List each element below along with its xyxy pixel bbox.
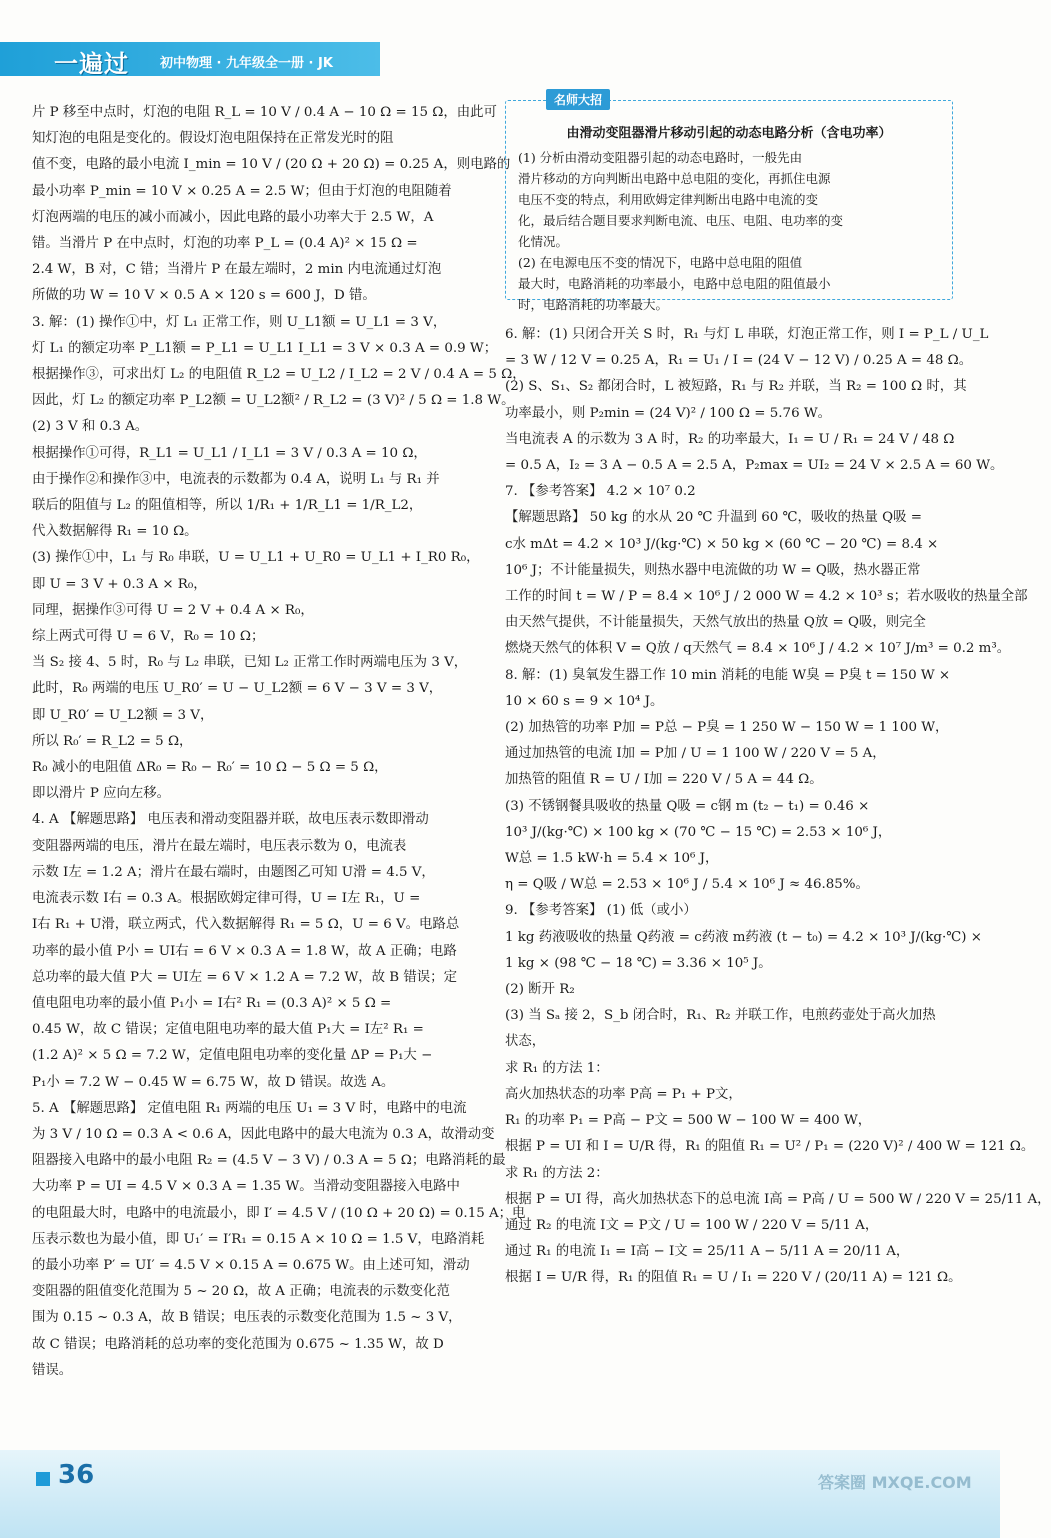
text-line: 根据 P = UI 和 I = U/R 得，R₁ 的阻值 R₁ = U² / P₁ = (220 V)² / 400 W = 121 Ω。 [505, 1139, 1035, 1155]
text-line: 根据 I = U/R 得，R₁ 的阻值 R₁ = U / I₁ = 220 V / (20/11 A) = 121 Ω。 [505, 1270, 962, 1286]
text-line: 功率最小，则 P₂min = (24 V)² / 100 Ω = 5.76 W。 [505, 405, 831, 421]
text-line: 通过加热管的电流 I加 = P加 / U = 1 100 W / 220 V = 5 A， [505, 746, 886, 762]
text-line: 综上两式可得 U = 6 V，R₀ = 10 Ω； [32, 629, 265, 645]
text-line: 总功率的最大值 P大 = UI左 = 6 V × 1.2 A = 7.2 W，故 B 错误；定 [32, 969, 457, 985]
text-line: 2.4 W，B 对，C 错；当滑片 P 在最左端时，2 min 内电流通过灯泡 [32, 262, 442, 278]
text-line: 时，电路消耗的功率最大。 [518, 297, 669, 312]
text-line: 电压不变的特点，利用欧姆定律判断出电路中电流的变 [518, 192, 819, 207]
text-line: 通过 R₁ 的电流 I₁ = I高 − I文 = 25/11 A − 5/11 A = 20/11 A， [505, 1244, 910, 1260]
text-line: 滑片移动的方向判断出电路中总电阻的变化，再抓住电源 [518, 171, 831, 186]
text-line: 1 kg 药液吸收的热量 Q药液 = c药液 m药液 (t − t₀) = 4.2 × 10³ J/(kg·℃) × [505, 929, 982, 945]
text-line: 10³ J/(kg·℃) × 100 kg × (70 ℃ − 15 ℃) = 2.53 × 10⁶ J， [505, 824, 892, 840]
text-line: 压表示数也为最小值，即 U₁′ = I′R₁ = 0.15 A × 10 Ω = 1.5 V，电路消耗 [32, 1231, 485, 1247]
right-column [505, 93, 1051, 1292]
text-line: 错误。 [32, 1362, 73, 1378]
right-answers [505, 322, 1051, 1292]
text-line: 灯 L₁ 的额定功率 P_L1额 = P_L1 = U_L1 I_L1 = 3 V × 0.3 A = 0.9 W； [32, 340, 498, 356]
text-line: 当电流表 A 的示数为 3 A 时，R₂ 的功率最大，I₁ = U / R₁ = 24 V / 48 Ω [505, 431, 955, 447]
text-line: 10⁶ J；不计能量损失，则热水器中电流做的功 W = Q吸，热水器正常 [505, 562, 921, 578]
tip-body [518, 147, 940, 315]
text-line: 4. A 【解题思路】 电压表和滑动变阻器并联，故电压表示数即滑动 [32, 812, 429, 828]
text-line: 最大时，电路消耗的功率最小，电路中总电阻的阻值最小 [518, 276, 831, 291]
text-line: 根据操作③，可求出灯 L₂ 的电阻值 R_L2 = U_L2 / I_L2 = 2 V / 0.4 A = 5 Ω， [32, 367, 526, 383]
text-line: 5. A 【解题思路】 定值电阻 R₁ 两端的电压 U₁ = 3 V 时，电路中的电流 [32, 1100, 467, 1116]
tip-title: 由滑动变阻器滑片移动引起的动态电路分析（含电功率） [566, 126, 892, 141]
text-line: 的最小功率 P′ = UI′ = 4.5 V × 0.15 A = 0.675 W。由上述可知，滑动 [32, 1257, 470, 1273]
text-line: 化情况。 [518, 234, 569, 249]
text-line: R₀ 减小的电阻值 ΔR₀ = R₀ − R₀′ = 10 Ω − 5 Ω = 5 Ω， [32, 760, 388, 776]
brand-logo: 一遍过 [54, 50, 129, 78]
text-line: 化，最后结合题目要求判断电流、电压、电阻、电功率的变 [518, 213, 844, 228]
text-line: (1.2 A)² × 5 Ω = 7.2 W，定值电阻电功率的变化量 ΔP = P₁大 − [32, 1048, 433, 1064]
text-line: c水 mΔt = 4.2 × 10³ J/(kg·℃) × 50 kg × (60 ℃ − 20 ℃) = 8.4 × [505, 536, 939, 552]
text-line: 围为 0.15 ~ 0.3 A，故 B 错误；电压表的示数变化范围为 1.5 ~ 3 V， [32, 1310, 462, 1326]
text-line: 功率的最小值 P小 = UI右 = 6 V × 0.3 A = 1.8 W，故 A 正确；电路 [32, 943, 457, 959]
text-line: 所以 R₀′ = R_L2 = 5 Ω， [32, 733, 193, 749]
text-line: 的电阻最大时，电路中的电流最小，即 I′ = 4.5 V / (10 Ω + 20 Ω) = 0.15 A；电 [32, 1205, 526, 1221]
text-line: 灯泡两端的电压的减小而减小，因此电路的最小功率大于 2.5 W，A [32, 209, 434, 225]
tip-box [505, 93, 953, 312]
text-line: P₁小 = 7.2 W − 0.45 W = 6.75 W，故 D 错误。故选 A。 [32, 1074, 395, 1090]
text-line: 变阻器的阻值变化范围为 5 ~ 20 Ω，故 A 正确；电流表的示数变化范 [32, 1284, 450, 1300]
text-line: 因此，灯 L₂ 的额定功率 P_L2额 = U_L2额² / R_L2 = (3 V)² / 5 Ω = 1.8 W。 [32, 393, 515, 409]
text-line: 【解题思路】 50 kg 的水从 20 ℃ 升温到 60 ℃，吸收的热量 Q吸 = [505, 510, 922, 526]
text-line: 最小功率 P_min = 10 V × 0.25 A = 2.5 W；但由于灯泡的电阻随着 [32, 183, 452, 199]
text-line: (2) 3 V 和 0.3 A。 [32, 419, 149, 435]
text-line: 燃烧天然气的体积 V = Q放 / q天然气 = 8.4 × 10⁶ J / 4.2 × 10⁷ J/m³ = 0.2 m³。 [505, 641, 1011, 657]
text-line: 高火加热状态的功率 P高 = P₁ + P文， [505, 1086, 742, 1102]
text-line: 同理，据操作③可得 U = 2 V + 0.4 A × R₀， [32, 602, 314, 618]
text-line: 加热管的阻值 R = U / I加 = 220 V / 5 A = 44 Ω。 [505, 772, 823, 788]
text-line: 1 kg × (98 ℃ − 18 ℃) = 3.36 × 10⁵ J。 [505, 955, 772, 971]
text-line: 求 R₁ 的方法 1： [505, 1060, 609, 1076]
text-line: 大功率 P = UI = 4.5 V × 0.3 A = 1.35 W。当滑动变阻器接入电路中 [32, 1179, 460, 1195]
text-line: η = Q吸 / W总 = 2.53 × 10⁶ J / 5.4 × 10⁶ J ≈ 46.85%。 [505, 877, 869, 893]
text-line: 根据操作①可得，R_L1 = U_L1 / I_L1 = 3 V / 0.3 A = 10 Ω， [32, 445, 427, 461]
text-line: 7. 【参考答案】 4.2 × 10⁷ 0.2 [505, 484, 696, 500]
text-line: 为 3 V / 10 Ω = 0.3 A < 0.6 A，因此电路中的最大电流为 0.3 A，故滑动变 [32, 1126, 495, 1142]
text-line: W总 = 1.5 kW·h = 5.4 × 10⁶ J， [505, 851, 719, 867]
text-line: 由于操作②和操作③中，电流表的示数都为 0.4 A，说明 L₁ 与 R₁ 并 [32, 471, 440, 487]
text-line: 片 P 移至中点时，灯泡的电阻 R_L = 10 V / 0.4 A − 10 Ω = 15 Ω，由此可 [32, 105, 497, 120]
text-line: 当 S₂ 接 4、5 时，R₀ 与 L₂ 串联，已知 L₂ 正常工作时两端电压为 3 V， [32, 655, 468, 671]
text-line: 工作的时间 t = W / P = 8.4 × 10⁶ J / 2 000 W = 4.2 × 10³ s；若水吸收的热量全部 [505, 589, 1028, 605]
text-line: R₁ 的功率 P₁ = P高 − P文 = 500 W − 100 W = 400 W， [505, 1113, 872, 1129]
text-line: 10 × 60 s = 9 × 10⁴ J。 [505, 693, 664, 709]
text-line: = 0.5 A，I₂ = 3 A − 0.5 A = 2.5 A，P₂max = UI₂ = 24 V × 2.5 A = 60 W。 [505, 458, 1004, 474]
text-line: 状态， [505, 1034, 546, 1050]
page-marker-icon [36, 1472, 50, 1486]
text-line: (2) 断开 R₂ [505, 982, 575, 998]
text-line: 即 U_R0′ = U_L2额 = 3 V， [32, 707, 214, 723]
text-line: (2) S、S₁、S₂ 都闭合时，L 被短路，R₁ 与 R₂ 并联，当 R₂ = 100 Ω 时，其 [505, 379, 967, 395]
page-header [0, 0, 1000, 84]
text-line: 根据 P = UI 得，高火加热状态下的总电流 I高 = P高 / U = 500 W / 220 V = 25/11 A， [505, 1191, 1051, 1207]
text-line: 值不变，电路的最小电流 I_min = 10 V / (20 Ω + 20 Ω) = 0.25 A，则电路的 [32, 157, 511, 173]
text-line: 代入数据解得 R₁ = 10 Ω。 [32, 524, 198, 540]
text-line: 错。当滑片 P 在中点时，灯泡的功率 P_L = (0.4 A)² × 15 Ω = [32, 236, 418, 252]
text-line: 6. 解：(1) 只闭合开关 S 时，R₁ 与灯 L 串联，灯泡正常工作，则 I = P_L / U_L [505, 327, 989, 342]
text-line: 求 R₁ 的方法 2： [505, 1165, 609, 1181]
text-line: 通过 R₂ 的电流 I文 = P文 / U = 100 W / 220 V = 5/11 A， [505, 1217, 879, 1233]
text-line: 0.45 W，故 C 错误；定值电阻电功率的最大值 P₁大 = I左² R₁ = [32, 1022, 424, 1038]
text-line: = 3 W / 12 V = 0.25 A，R₁ = U₁ / I = (24 V − 12 V) / 0.25 A = 48 Ω。 [505, 353, 973, 369]
text-line: (2) 在电源电压不变的情况下，电路中总电阻的阻值 [518, 255, 803, 270]
text-line: 由天然气提供，不计能量损失，天然气放出的热量 Q放 = Q吸，则完全 [505, 615, 926, 631]
text-line: (2) 加热管的功率 P加 = P总 − P臭 = 1 250 W − 150 W = 1 100 W， [505, 720, 949, 736]
text-line: I右 R₁ + U滑，联立两式，代入数据解得 R₁ = 5 Ω，U = 6 V。电路总 [32, 917, 460, 933]
text-line: 即以滑片 P 应向左移。 [32, 786, 171, 802]
text-line: (1) 分析由滑动变阻器引起的动态电路时，一般先由 [518, 150, 803, 165]
book-subject: 初中物理 · 九年级全一册 · JK [160, 56, 333, 71]
text-line: 变阻器两端的电压，滑片在最左端时，电压表示数为 0，电流表 [32, 838, 407, 854]
text-line: 知灯泡的电阻是变化的。假设灯泡电阻保持在正常发光时的阻 [32, 131, 394, 147]
page-number: 36 [58, 1460, 95, 1490]
text-line: 8. 解：(1) 臭氧发生器工作 10 min 消耗的电能 W臭 = P臭 t = 150 W × [505, 667, 951, 683]
text-line: 电流表示数 I右 = 0.3 A。根据欧姆定律可得，U = I左 R₁，U = [32, 891, 421, 907]
text-line: (3) 当 Sₐ 接 2，S_b 闭合时，R₁、R₂ 并联工作，电煎药壶处于高火加热 [505, 1008, 936, 1024]
text-line: 所做的功 W = 10 V × 0.5 A × 120 s = 600 J，D 错。 [32, 288, 376, 304]
text-line: 联后的阻值与 L₂ 的阻值相等，所以 1/R₁ + 1/R_L1 = 1/R_L2， [32, 498, 423, 514]
text-line: 阻器接入电路中的最小电阻 R₂ = (4.5 V − 3 V) / 0.3 A = 5 Ω；电路消耗的最 [32, 1153, 506, 1169]
text-line: 9. 【参考答案】 (1) 低（或小） [505, 903, 697, 919]
watermark-logo: 答案圈 MXQE.COM [818, 1473, 972, 1492]
text-line: 故 C 错误；电路消耗的总功率的变化范围为 0.675 ~ 1.35 W，故 D [32, 1336, 444, 1352]
tip-label: 名师大招 [546, 89, 610, 110]
text-line: 示数 I左 = 1.2 A；滑片在最右端时，由题图乙可知 U滑 = 4.5 V， [32, 864, 435, 880]
text-line: 值电阻电功率的最小值 P₁小 = I右² R₁ = (0.3 A)² × 5 Ω = [32, 995, 392, 1011]
text-line: 此时，R₀ 两端的电压 U_R0′ = U − U_L2额 = 6 V − 3 V = 3 V， [32, 681, 443, 697]
text-line: (3) 操作①中，L₁ 与 R₀ 串联，U = U_L1 + U_R0 = U_L1 + I_R0 R₀， [32, 550, 480, 566]
text-line: (3) 不锈钢餐具吸收的热量 Q吸 = c钢 m (t₂ − t₁) = 0.46 × [505, 798, 870, 814]
page-footer [0, 1450, 1000, 1538]
text-line: 即 U = 3 V + 0.3 A × R₀， [32, 576, 207, 592]
text-line: 3. 解：(1) 操作①中，灯 L₁ 正常工作，则 U_L1额 = U_L1 = 3 V， [32, 314, 447, 330]
